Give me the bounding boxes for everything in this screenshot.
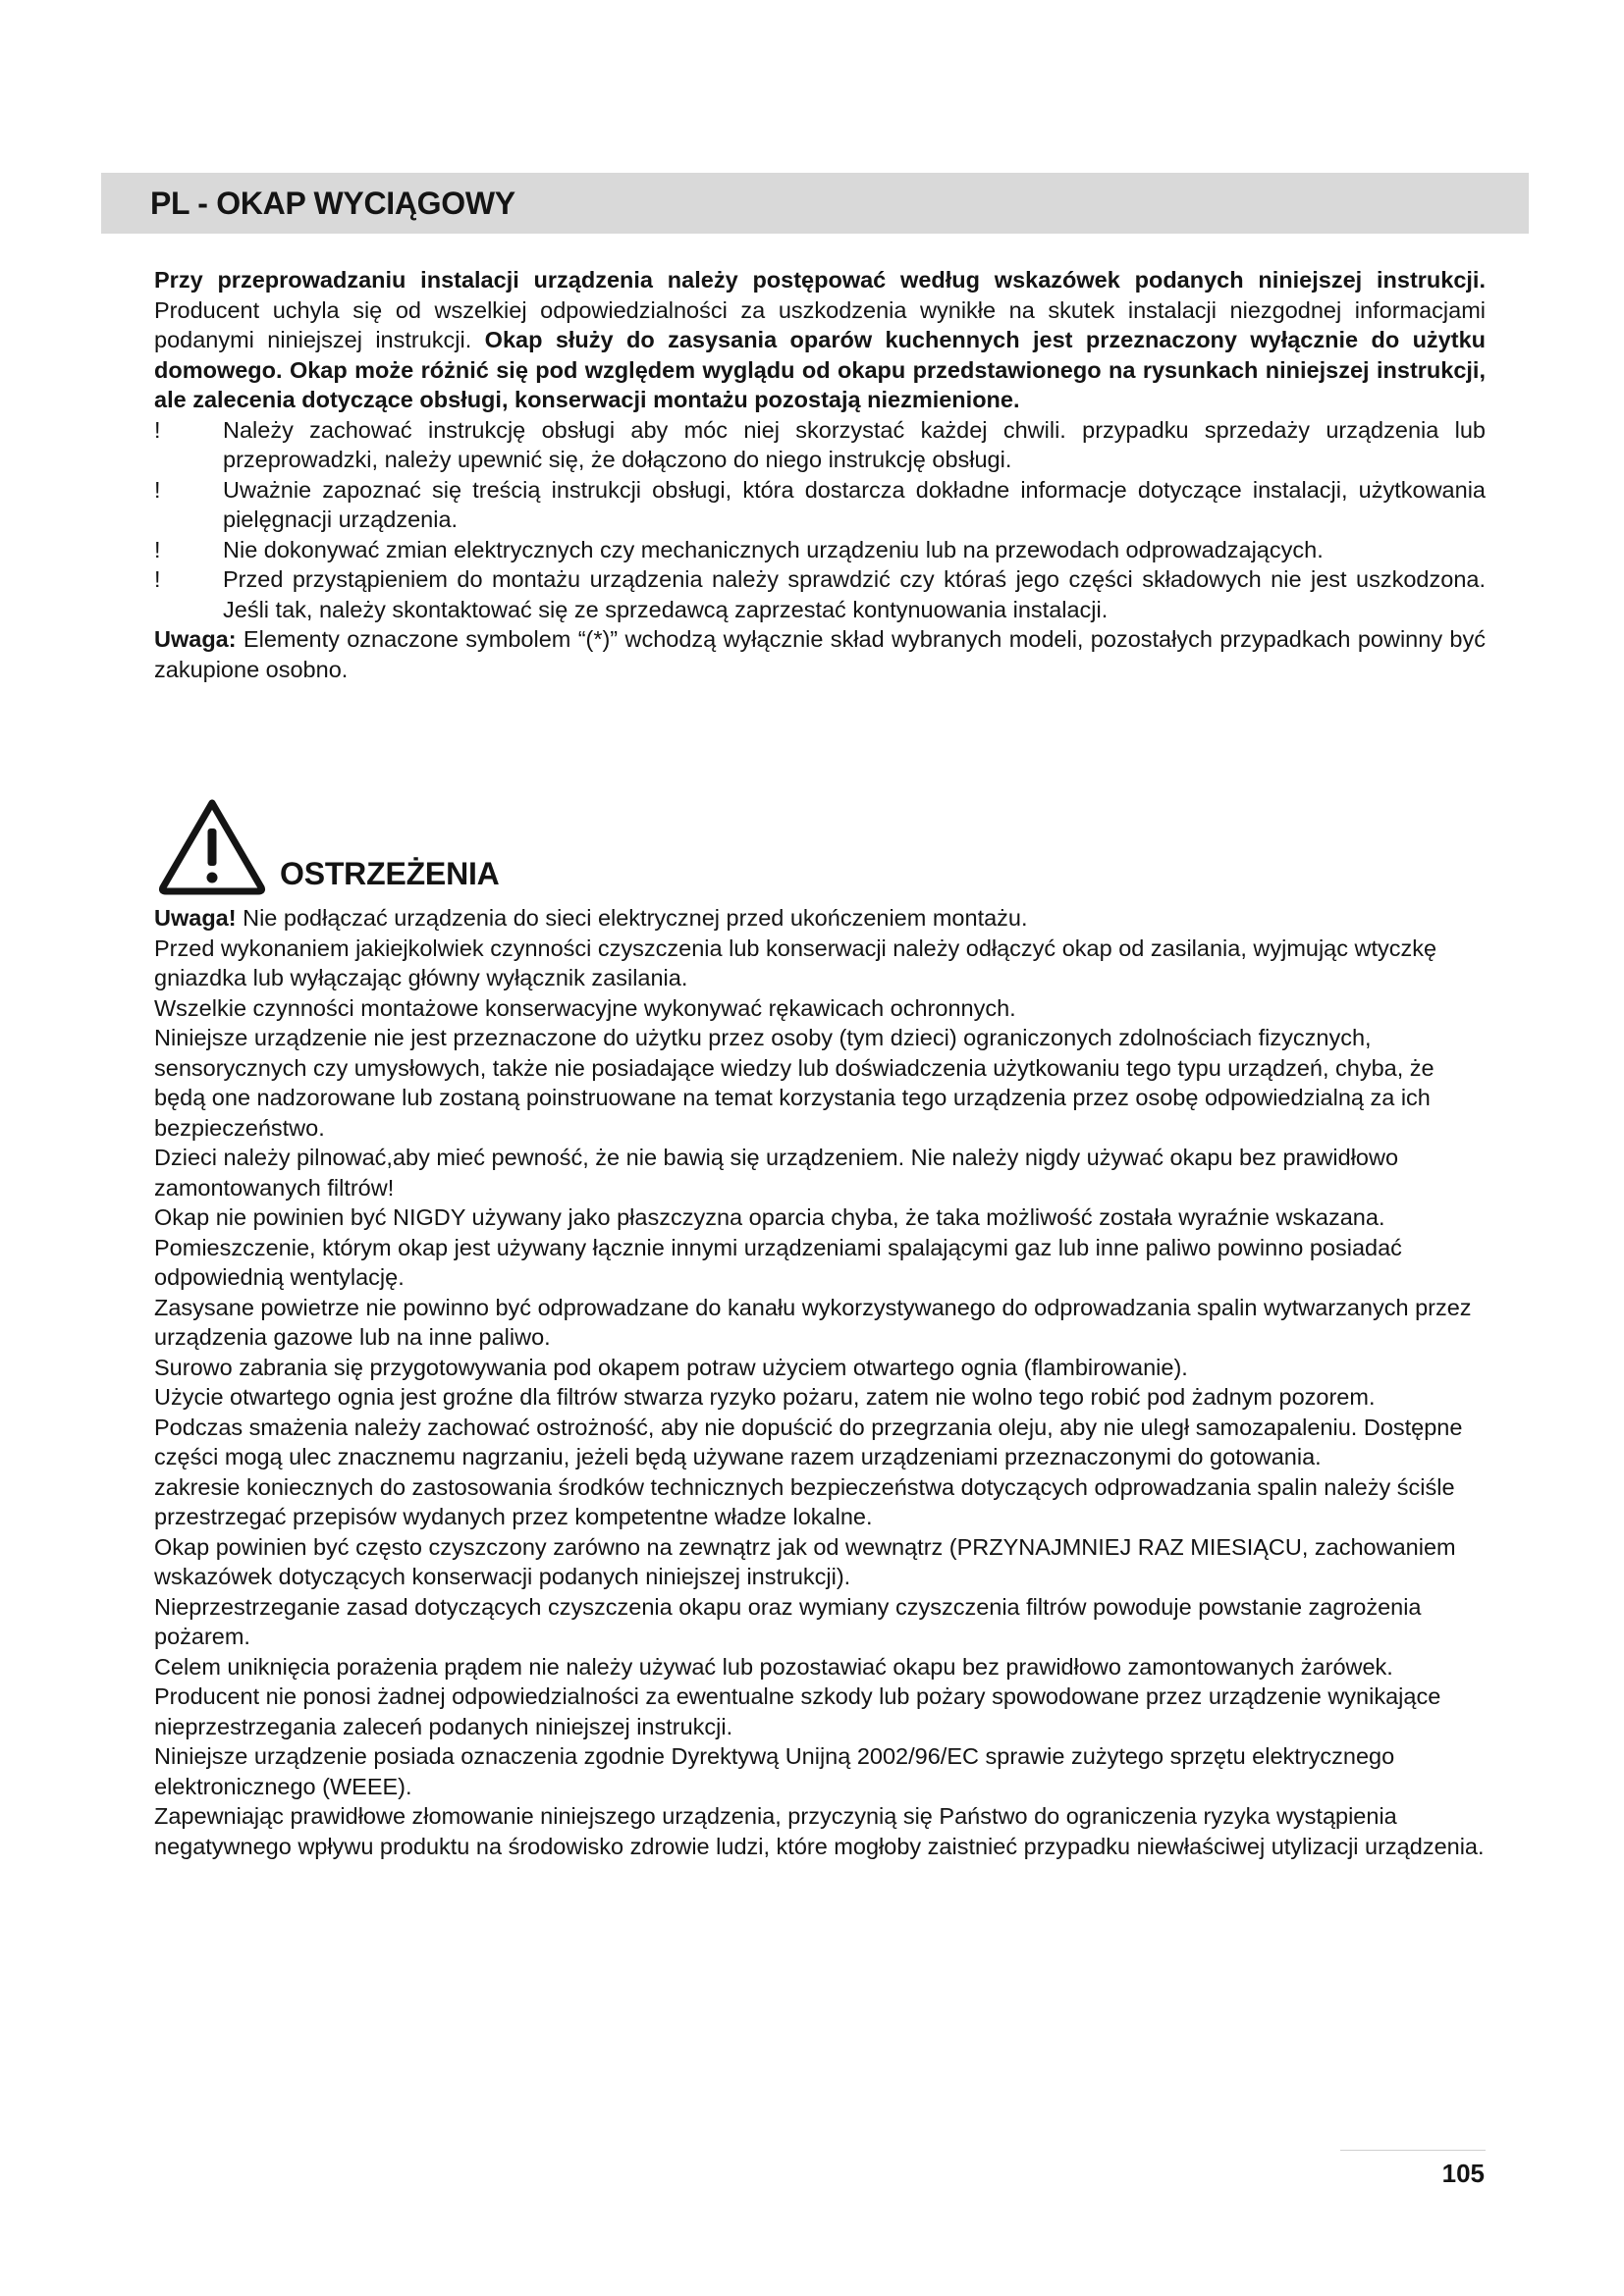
warning-paragraph: Niniejsze urządzenie nie jest przeznaczone do użytku przez osoby (tym dzieci) ograniczonych zdolnościach fizycznych, sensorycznych czy umysłowych, także nie posiadające wiedzy lub doświadczenia użytkowaniu tego typu urządzeń, chyba, że będą one nadzorowane lub zostaną poinstruowane na temat korzystania tego urządzenia przez osobę odpowiedzialną za ich bezpieczeństwo. (154, 1025, 1435, 1141)
warning-paragraph: Nieprzestrzeganie zasad dotyczących czyszczenia okapu oraz wymiany czyszczenia filtrów powoduje powstanie zagrożenia pożarem. (154, 1593, 1422, 1649)
list-item (154, 475, 1486, 535)
section-title-bar (101, 173, 1529, 234)
warning-paragraph: Zapewniając prawidłowe złomowanie niniejszego urządzenia, przyczynią się Państwo do ograniczenia ryzyka wystąpienia negatywnego wpływu produktu na środowisko zdrowie ludzi, które mogłoby zaistnieć przypadku niewłaściwej utylizacji urządzenia. (154, 1803, 1485, 1859)
footer-divider (1340, 2150, 1486, 2151)
note-label: Uwaga: (154, 626, 237, 652)
intro-bold-1: Przy przeprowadzaniu instalacji urządzenia należy postępować według wskazówek podanych niniejszej instrukcji. (154, 267, 1486, 293)
warning-paragraph: Pomieszczenie, którym okap jest używany łącznie innymi urządzeniami spalającymi gaz lub inne paliwo powinno posiadać odpowiednią wentylację. (154, 1234, 1402, 1290)
warning-paragraph: Producent nie ponosi żadnej odpowiedzialności za ewentualne szkody lub pożary spowodowane przez urządzenie wynikające nieprzestrzegania zaleceń podanych niniejszej instrukcji. (154, 1683, 1441, 1739)
warning-paragraph: Celem uniknięcia porażenia prądem nie należy używać lub pozostawiać okapu bez prawidłowo zamontowanych żarówek. (154, 1653, 1393, 1680)
warning-paragraph: Niniejsze urządzenie posiada oznaczenia zgodnie Dyrektywą Unijną 2002/96/EC sprawie zużytego sprzętu elektrycznego elektronicznego (WEEE). (154, 1743, 1395, 1799)
intro-bold-2: Okap służy do zasysania oparów kuchennych jest przeznaczony wyłącznie do użytku domowego. Okap może różnić się pod względem wyglądu od okapu przedstawionego na rysunkach niniejszej instrukcji, ale zalecenia dotyczące obsługi, konserwacji montażu pozostają niezmienione. (154, 327, 1486, 412)
warning-paragraph: Użycie otwartego ognia jest groźne dla filtrów stwarza ryzyko pożaru, zatem nie wolno tego robić pod żadnym pozorem. (154, 1384, 1376, 1410)
note-paragraph (154, 624, 1486, 684)
warning-paragraph: Dzieci należy pilnować,aby mieć pewność, że nie bawią się urządzeniem. Nie należy nigdy używać okapu bez prawidłowo zamontowanych filtrów! (154, 1145, 1399, 1201)
caution-list (154, 415, 1486, 625)
warning-triangle-icon (157, 797, 267, 895)
warnings-heading: OSTRZEŻENIA (280, 856, 500, 891)
page-number: 105 (1441, 2159, 1485, 2188)
list-item-text: Należy zachować instrukcję obsługi aby móc niej skorzystać każdej chwili. przypadku sprzedaży urządzenia lub przeprowadzki, należy upewnić się, że dołączono do niego instrukcję obsługi. (223, 416, 1486, 472)
warning-paragraph: zakresie koniecznych do zastosowania środków technicznych bezpieczeństwa dotyczących odprowadzania spalin należy ściśle przestrzegać przepisów wydanych przez kompetentne władze lokalne. (154, 1473, 1455, 1529)
warnings-section (154, 903, 1486, 1861)
warning-paragraph: Wszelkie czynności montażowe konserwacyjne wykonywać rękawicach ochronnych. (154, 994, 1016, 1021)
warning-paragraph: Przed wykonaniem jakiejkolwiek czynności czyszczenia lub konserwacji należy odłączyć okap od zasilania, wyjmując wtyczkę gniazdka lub wyłączając główny wyłącznik zasilania. (154, 934, 1437, 990)
warning-paragraph: Zasysane powietrze nie powinno być odprowadzane do kanału wykorzystywanego do odprowadzania spalin wytwarzanych przez urządzenia gazowe lub na inne paliwo. (154, 1294, 1472, 1350)
exclamation-mark: ! (154, 476, 161, 503)
warning-paragraph: Okap powinien być często czyszczony zarówno na zewnątrz jak od wewnątrz (PRZYNAJMNIEJ RAZ MIESIĄCU, zachowaniem wskazówek dotyczących konserwacji podanych niniejszej instrukcji). (154, 1533, 1456, 1589)
list-item-text: Nie dokonywać zmian elektrycznych czy mechanicznych urządzeniu lub na przewodach odprowadzających. (223, 536, 1324, 562)
list-item-text: Przed przystąpieniem do montażu urządzenia należy sprawdzić czy któraś jego części składowych nie jest uszkodzona. Jeśli tak, należy skontaktować się ze sprzedawcą zaprzestać kontynuowania instalacji. (223, 566, 1486, 622)
exclamation-mark: ! (154, 536, 161, 562)
page-title: PL - OKAP WYCIĄGOWY (150, 186, 515, 221)
warning-paragraph: Okap nie powinien być NIGDY używany jako płaszczyzna oparcia chyba, że taka możliwość została wyraźnie wskazana. (154, 1204, 1385, 1230)
warning-paragraph: Surowo zabrania się przygotowywania pod okapem potraw użyciem otwartego ognia (flambirowanie). (154, 1354, 1188, 1380)
intro-section (154, 265, 1486, 684)
warning-text: Nie podłączać urządzenia do sieci elektrycznej przed ukończeniem montażu. (236, 905, 1028, 931)
warning-label: Uwaga! (154, 905, 237, 931)
list-item (154, 564, 1486, 624)
list-item-text: Uważnie zapoznać się treścią instrukcji obsługi, która dostarcza dokładne informacje dotyczące instalacji, użytkowania pielęgnacji urządzenia. (223, 476, 1486, 532)
intro-paragraph (154, 265, 1486, 415)
warnings-header (154, 797, 547, 905)
list-item (154, 535, 1486, 565)
exclamation-mark: ! (154, 416, 161, 443)
exclamation-mark: ! (154, 566, 161, 592)
warning-paragraph (154, 903, 1486, 934)
list-item (154, 415, 1486, 475)
warning-paragraph: Podczas smażenia należy zachować ostrożność, aby nie dopuścić do przegrzania oleju, aby nie uległ samozapaleniu. Dostępne części mogą ulec znacznemu nagrzaniu, jeżeli będą używane razem urządzeniami przeznaczonymi do gotowania. (154, 1414, 1463, 1469)
note-text: Elementy oznaczone symbolem “(*)” wchodzą wyłącznie skład wybranych modeli, pozostałych przypadkach powinny być zakupione osobno. (154, 626, 1486, 682)
intro-text-1: Producent uchyla się od wszelkiej odpowiedzialności za uszkodzenia wynikłe na skutek instalacji niezgodnej informacjami podanymi niniejszej instrukcji. (154, 296, 1486, 352)
